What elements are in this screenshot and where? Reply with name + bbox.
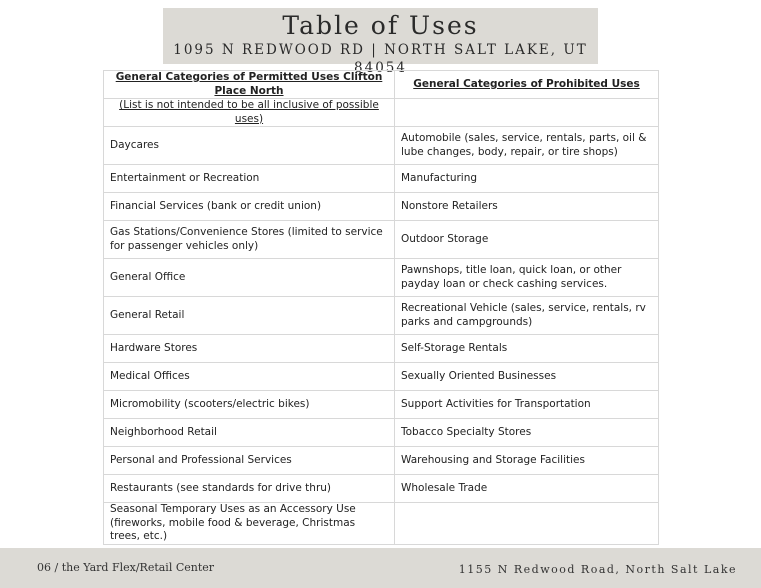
permitted-use: General Office [104, 259, 395, 297]
table-row [104, 503, 659, 545]
permitted-use: Financial Services (bank or credit union) [104, 193, 395, 221]
prohibited-use: Support Activities for Transportation [395, 391, 659, 419]
permitted-uses-header: General Categories of Permitted Uses Clifton Place North [104, 71, 395, 99]
title-block [163, 8, 598, 76]
footer-page-label: 06 / the Yard Flex/Retail Center [37, 561, 215, 574]
table-cell-empty [395, 99, 659, 127]
prohibited-use [395, 503, 659, 545]
table-row [104, 447, 659, 475]
prohibited-use: Self-Storage Rentals [395, 335, 659, 363]
permitted-use: Entertainment or Recreation [104, 165, 395, 193]
property-address: 1095 N REDWOOD RD | NORTH SALT LAKE, UT 84054 [173, 42, 588, 76]
note-row [104, 99, 659, 127]
table-row [104, 259, 659, 297]
table-row [104, 297, 659, 335]
prohibited-use: Sexually Oriented Businesses [395, 363, 659, 391]
permitted-use: Gas Stations/Convenience Stores (limited to service for passenger vehicles only) [104, 221, 395, 259]
table-row [104, 335, 659, 363]
prohibited-use: Automobile (sales, service, rentals, parts, oil & lube changes, body, repair, or tire shops) [395, 127, 659, 165]
page-footer [0, 548, 761, 588]
permitted-use: General Retail [104, 297, 395, 335]
table-row [104, 221, 659, 259]
table-row [104, 363, 659, 391]
prohibited-use: Outdoor Storage [395, 221, 659, 259]
prohibited-use: Manufacturing [395, 165, 659, 193]
prohibited-use: Warehousing and Storage Facilities [395, 447, 659, 475]
prohibited-use: Tobacco Specialty Stores [395, 419, 659, 447]
table-header-row [104, 71, 659, 99]
permitted-use: Restaurants (see standards for drive thru) [104, 475, 395, 503]
permitted-use: Hardware Stores [104, 335, 395, 363]
permitted-use: Daycares [104, 127, 395, 165]
permitted-use: Micromobility (scooters/electric bikes) [104, 391, 395, 419]
prohibited-use: Wholesale Trade [395, 475, 659, 503]
prohibited-use: Pawnshops, title loan, quick loan, or other payday loan or check cashing services. [395, 259, 659, 297]
permitted-use: Medical Offices [104, 363, 395, 391]
permitted-use: Personal and Professional Services [104, 447, 395, 475]
table-row [104, 475, 659, 503]
uses-table [103, 70, 659, 545]
prohibited-use: Nonstore Retailers [395, 193, 659, 221]
prohibited-use: Recreational Vehicle (sales, service, rentals, rv parks and campgrounds) [395, 297, 659, 335]
table-row [104, 391, 659, 419]
table-note: (List is not intended to be all inclusive of possible uses) [104, 99, 395, 127]
footer-address: 1155 N Redwood Road, North Salt Lake [458, 563, 737, 576]
table-row [104, 419, 659, 447]
table-row [104, 127, 659, 165]
permitted-use: Seasonal Temporary Uses as an Accessory Use (fireworks, mobile food & beverage, Christmas trees, etc.) [104, 503, 395, 545]
table-row [104, 165, 659, 193]
table-row [104, 193, 659, 221]
permitted-use: Neighborhood Retail [104, 419, 395, 447]
prohibited-uses-header: General Categories of Prohibited Uses [395, 71, 659, 99]
page-title: Table of Uses [282, 11, 479, 40]
